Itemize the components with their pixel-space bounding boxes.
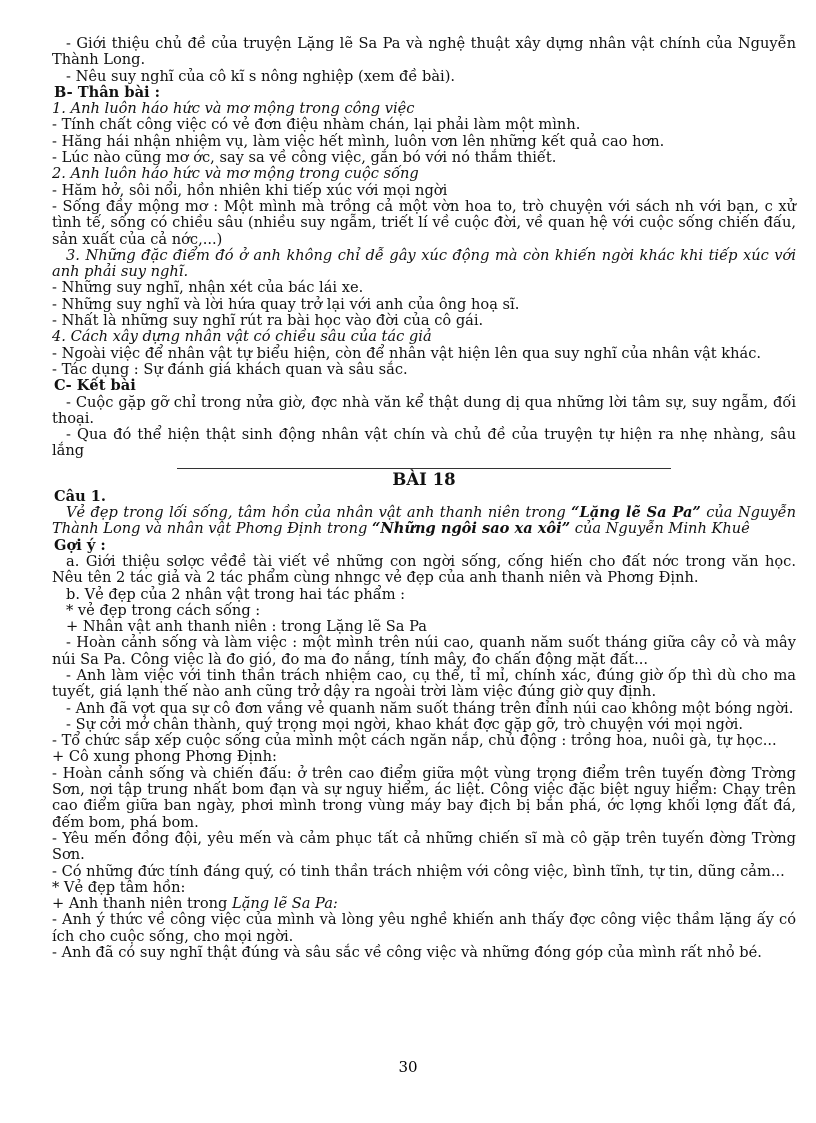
line-text: - Yêu mến đồng đội, yêu mến và cảm phục tất cả những chiến sĩ mà cô gặp trên tuyến đờng Trờng Sơn. bbox=[52, 829, 796, 864]
text-line bbox=[52, 668, 796, 701]
line-text: - Anh ý thức về công việc của mình và lòng yêu nghề khiến anh thấy đợc công việc thầm lặng ấy có ích cho cuộc sống, cho mọi ngời. bbox=[52, 911, 796, 945]
line-text: - Tính chất công việc có vẻ đơn điệu nhàm chán, lại phải làm một mình. bbox=[52, 116, 581, 134]
text-line bbox=[52, 248, 796, 281]
page-number: 30 bbox=[398, 1058, 418, 1076]
work-title-2: “Những ngôi sao xa xôi” bbox=[371, 520, 571, 538]
line-text: - Giới thiệu chủ đề của truyện Lặng lẽ Sa Pa và nghệ thuật xây dựng nhân vật chính của Nguyễn Thành Long. bbox=[52, 35, 796, 69]
line-text: 3. Những đặc điểm đó ở anh không chỉ dễ gây xúc động mà còn khiến ngời khác khi tiếp xúc với anh phải suy nghĩ. bbox=[52, 246, 796, 281]
text-line bbox=[52, 297, 796, 313]
text-line bbox=[52, 199, 796, 248]
line-text: * Vẻ đẹp tâm hồn: bbox=[52, 878, 186, 896]
line-text: - Sống đầy mộng mơ : Một mình mà trồng cả một vờn hoa to, trò chuyện với sách nh với bạn, c xử tình tế, sống có chiều sâu (nhiều suy ngẫm, triết lí về cuộc đời, về quan hệ với cuộc sống chiến đấu, sản xuất của cả nớc,...) bbox=[52, 197, 796, 248]
line-text: - Qua đó thể hiện thật sinh động nhân vật chín và chủ đề của truyện tự hiện ra nhẹ nhàng, sâu lắng bbox=[52, 426, 796, 460]
text-line bbox=[52, 183, 796, 199]
text-line bbox=[52, 134, 796, 150]
text-line bbox=[52, 313, 796, 329]
line-text: + Nhân vật anh thanh niên : trong Lặng lẽ Sa Pa bbox=[66, 618, 427, 636]
line-text: + Cô xung phong Phơng Định: bbox=[52, 748, 277, 766]
document-body bbox=[52, 36, 796, 961]
line-text: - Những suy nghĩ và lời hứa quay trở lại với anh của ông hoạ sĩ. bbox=[52, 295, 520, 313]
question-label: Câu 1. bbox=[54, 487, 106, 505]
text-line bbox=[52, 701, 796, 717]
work-title-1: “Lặng lẽ Sa Pa” bbox=[571, 504, 701, 522]
text-line bbox=[52, 864, 796, 880]
line-text: - Hoàn cảnh sống và làm việc : một mình trên núi cao, quanh năm suốt tháng giữa cây cỏ và mây núi Sa Pa. Công việc là đo gió, đo ma đo nắng, tính mây, đo chấn động mặt đất... bbox=[52, 634, 796, 668]
lesson-title: BÀI 18 bbox=[392, 469, 456, 489]
line-text: C- Kết bài bbox=[54, 377, 136, 395]
text-line bbox=[52, 150, 796, 166]
text-line bbox=[52, 766, 796, 831]
line-text: - Anh đã có suy nghĩ thật đúng và sâu sắc về công việc và những đóng góp của mình rất nhỏ bé. bbox=[52, 944, 762, 962]
line-text: - Nhất là những suy nghĩ rút ra bài học vào đời của cô gái. bbox=[52, 312, 484, 330]
text-line bbox=[52, 101, 796, 117]
line-text: - Tổ chức sắp xếp cuộc sống của mình một cách ngăn nắp, chủ động : trồng hoa, nuôi gà, tự học... bbox=[52, 732, 777, 750]
text-line bbox=[52, 85, 796, 101]
text-line bbox=[52, 395, 796, 428]
text-line bbox=[52, 603, 796, 619]
essay-outline bbox=[52, 36, 796, 460]
text-line bbox=[52, 912, 796, 945]
line-text: - Nêu suy nghĩ của cô kĩ s nông nghiệp (xem đề bài). bbox=[66, 67, 456, 85]
line-text: - Anh làm việc với tinh thần trách nhiệm cao, cụ thể, tỉ mỉ, chính xác, đúng giờ ốp thì dù cho ma tuyết, giá lạnh thế nào anh cũng trở dậy ra ngoài trời làm việc đúng giờ quy định. bbox=[52, 666, 796, 701]
text-line bbox=[52, 880, 796, 896]
line-text: 1. Anh luôn háo hức và mơ mộng trong công việc bbox=[52, 100, 415, 118]
question-prompt bbox=[52, 505, 796, 538]
text-line bbox=[52, 346, 796, 362]
work-title: Lặng lẽ Sa Pa: bbox=[232, 895, 338, 913]
prompt-text: Vẻ đẹp trong lối sống, tâm hồn của nhân vật anh thanh niên trong bbox=[66, 504, 572, 522]
text-line bbox=[52, 749, 796, 765]
line-text: * vẻ đẹp trong cách sống : bbox=[66, 601, 261, 619]
text-line bbox=[52, 733, 796, 749]
line-text: a. Giới thiệu sơlợc vềđề tài viết về những con ngời sống, cống hiến cho đất nớc trong văn học. Nêu tên 2 tác giả và 2 tác phẩm cùng nhngc vẻ đẹp của anh thanh niên và Phơng Định. bbox=[52, 552, 796, 587]
line-text: - Ngoài việc để nhân vật tự biểu hiện, còn để nhân vật hiện lên qua suy nghĩ của nhân vật khác. bbox=[52, 344, 762, 362]
text-line bbox=[52, 831, 796, 864]
text-line bbox=[52, 329, 796, 345]
line-text: - Tác dụng : Sự đánh giá khách quan và sâu sắc. bbox=[52, 360, 408, 378]
prompt-text: của Nguyễn Minh Khuê bbox=[570, 520, 750, 538]
line-text: - Hăng hái nhận nhiệm vụ, làm việc hết mình, luôn vơn lên những kết quả cao hơn. bbox=[52, 132, 665, 150]
text-line bbox=[52, 69, 796, 85]
text-line bbox=[52, 587, 796, 603]
hint-content bbox=[52, 554, 796, 961]
line-text: - Cuộc gặp gỡ chỉ trong nửa giờ, đợc nhà văn kể thật dung dị qua những lời tâm sự, suy ngẫm, đối thoại. bbox=[52, 393, 796, 427]
text-line bbox=[52, 36, 796, 69]
line-text: - Sự cởi mở chân thành, quý trọng mọi ngời, khao khát đợc gặp gỡ, trò chuyện với mọi ngời. bbox=[66, 715, 743, 733]
text-line bbox=[52, 378, 796, 394]
prompt-text: của Nguyễn Thành Long và nhân vật Phơng Định trong bbox=[52, 504, 797, 538]
line-text: B- Thân bài : bbox=[54, 83, 161, 101]
text-line bbox=[52, 554, 796, 587]
text-line bbox=[52, 166, 796, 182]
line-text: - Hoàn cảnh sống và chiến đấu: ở trên cao điểm giữa một vùng trọng điểm trên tuyến đờng Trờng Sơn, nơi tập trung nhất bom đạn và sự nguy hiểm, ác liệt. Công việc đặc biệt nguy hiểm: Chạy trên cao điểm giữa ban ngày, phơi mình trong vùng máy bay địch bị bắn phá, ớc lợng khối lợng đất đá, đếm bom, phá bom. bbox=[52, 764, 796, 831]
text-line bbox=[52, 427, 796, 460]
line-text: - Những suy nghĩ, nhận xét của bác lái xe. bbox=[52, 279, 364, 297]
text-line bbox=[52, 945, 796, 961]
line-text: - Anh đã vợt qua sự cô đơn vắng vẻ quanh năm suốt tháng trên đỉnh núi cao không một bóng ngời. bbox=[66, 699, 794, 717]
line-text: 2. Anh luôn háo hức và mơ mộng trong cuộc sống bbox=[52, 165, 419, 183]
line-text: b. Vẻ đẹp của 2 nhân vật trong hai tác phẩm : bbox=[66, 585, 406, 603]
line-text: - Có những đức tính đáng quý, có tinh thần trách nhiệm với công việc, bình tĩnh, tự tin, dũng cảm... bbox=[52, 862, 785, 880]
line-text: + Anh thanh niên trong bbox=[52, 895, 232, 913]
text-line bbox=[52, 117, 796, 133]
text-line bbox=[52, 717, 796, 733]
line-text: - Lúc nào cũng mơ ớc, say sa về công việc, gắn bó với nó thắm thiết. bbox=[52, 149, 557, 167]
line-text: 4. Cách xây dựng nhân vật có chiều sâu của tác giả bbox=[52, 328, 432, 346]
text-line bbox=[52, 280, 796, 296]
text-line bbox=[52, 635, 796, 668]
text-line bbox=[52, 362, 796, 378]
text-line bbox=[52, 619, 796, 635]
line-text: - Hăm hở, sôi nổi, hồn nhiên khi tiếp xúc với mọi ngời bbox=[52, 181, 448, 199]
text-line bbox=[52, 896, 796, 912]
section-divider bbox=[177, 468, 671, 469]
hint-label: Gợi ý : bbox=[54, 536, 106, 554]
